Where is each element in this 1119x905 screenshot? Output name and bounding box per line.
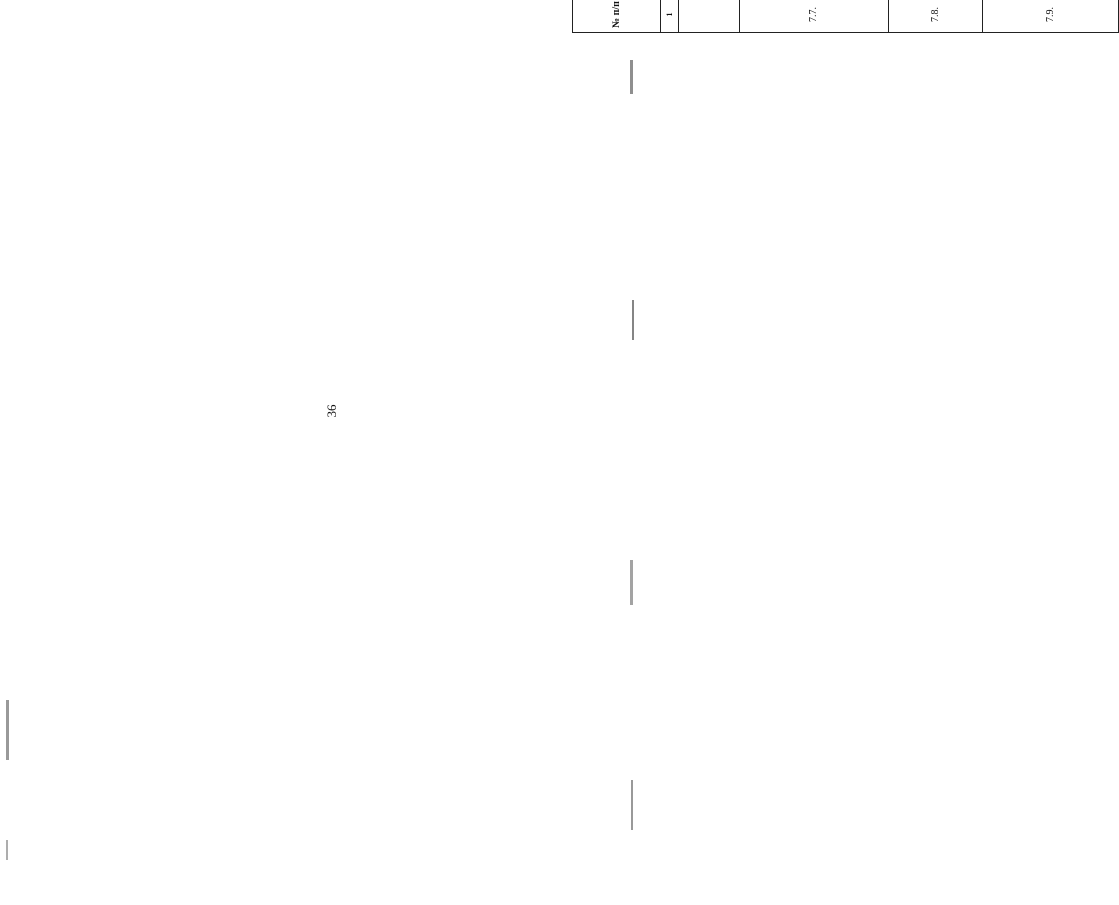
scan-artifact [630, 60, 633, 94]
table-row [889, 0, 983, 33]
scan-artifact [6, 840, 8, 860]
row-num [679, 0, 740, 33]
column-index-row [661, 0, 679, 33]
table-row [740, 0, 889, 33]
row-num: 7.8. [889, 0, 983, 33]
indicators-table-container [572, 0, 1118, 33]
page-number: 36 [324, 404, 339, 418]
header-num: № п/п [573, 0, 661, 33]
row-num: 7.7. [740, 0, 889, 33]
column-index: 1 [661, 0, 679, 33]
scan-artifact [6, 700, 9, 760]
scan-artifact [632, 300, 634, 340]
scan-artifact [631, 780, 633, 830]
table-row [679, 0, 740, 33]
scan-artifact [630, 560, 633, 605]
row-num: 7.9. [983, 0, 1119, 33]
table-row [983, 0, 1119, 33]
indicators-table [572, 0, 1119, 33]
